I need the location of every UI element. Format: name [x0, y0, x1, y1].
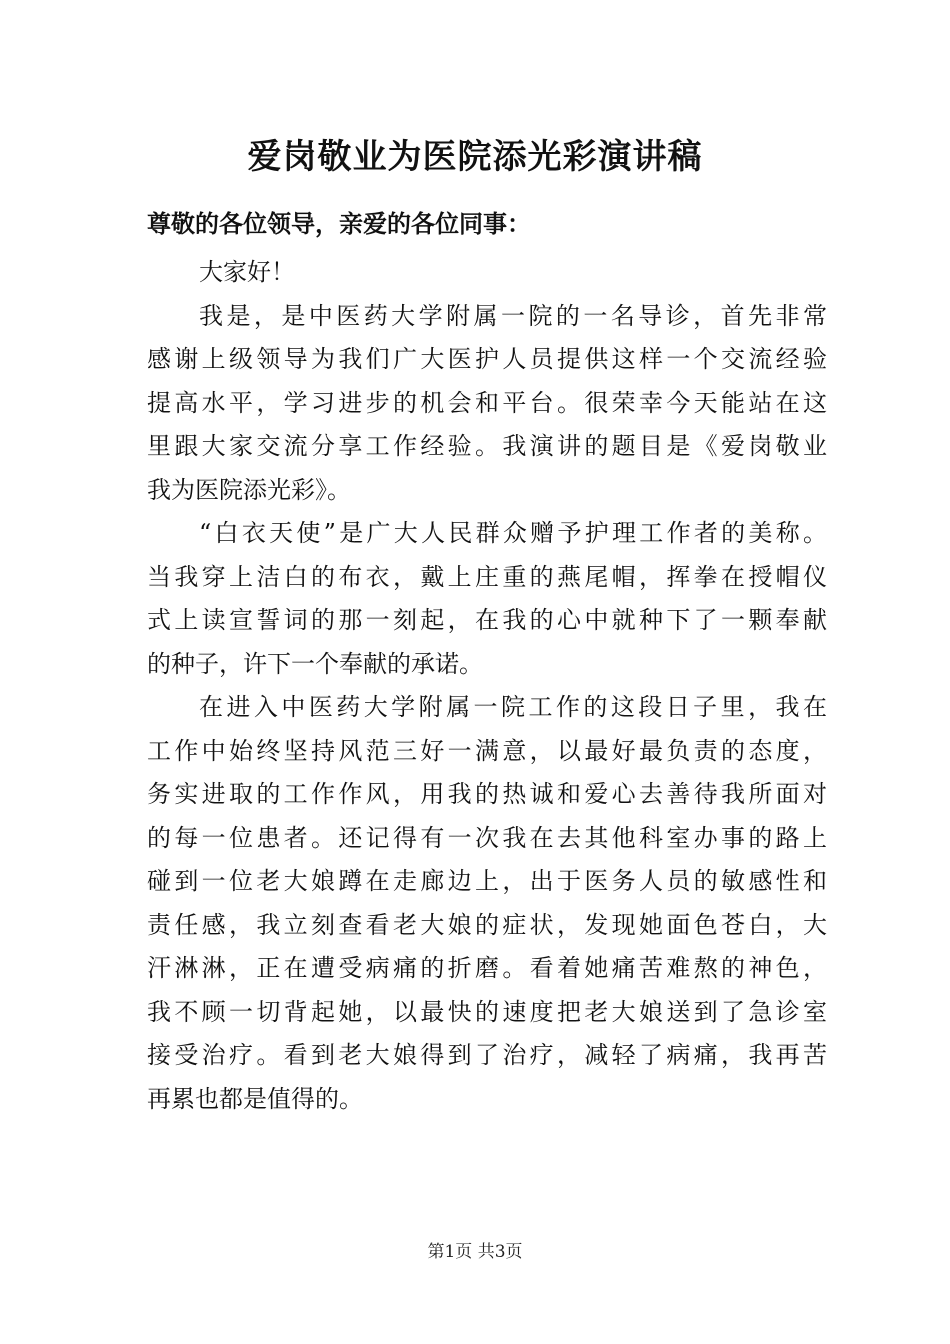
paragraph-line: “白衣天使”是广大人民群众赠予护理工作者的美称。: [199, 519, 827, 547]
paragraph-line: 大家好！: [199, 258, 295, 286]
paragraph-line: 我为医院添光彩》。: [147, 475, 351, 504]
paragraph-line: 式上读宣誓词的那一刻起，在我的心中就种下了一颗奉献: [147, 606, 827, 634]
paragraph: [147, 295, 827, 513]
paragraph-line: 感谢上级领导为我们广大医护人员提供这样一个交流经验: [147, 345, 827, 373]
paragraph-line: 我不顾一切背起她，以最快的速度把老大娘送到了急诊室: [147, 997, 827, 1026]
paragraph-line: 接受治疗。看到老大娘得到了治疗，减轻了病痛，我再苦: [147, 1041, 827, 1069]
paragraph-line: 的种子，许下一个奉献的承诺。: [147, 649, 483, 678]
paragraph-line: 当我穿上洁白的布衣，戴上庄重的燕尾帽，挥拳在授帽仪: [147, 562, 827, 591]
paragraph: [147, 251, 827, 295]
paragraph-line: 提高水平，学习进步的机会和平台。很荣幸今天能站在这: [147, 388, 827, 417]
paragraph: [147, 512, 827, 686]
paragraph-line: 的每一位患者。还记得有一次我在去其他科室办事的路上: [147, 823, 827, 852]
paragraph-line: 责任感，我立刻查看老大娘的症状，发现她面色苍白，大: [147, 910, 827, 939]
paragraph-line: 碰到一位老大娘蹲在走廊边上，出于医务人员的敏感性和: [147, 867, 827, 895]
paragraph-line: 务实进取的工作作风，用我的热诚和爱心去善待我所面对: [147, 780, 827, 808]
paragraph: [147, 686, 827, 1121]
paragraph-line: 再累也都是值得的。: [147, 1084, 363, 1113]
document-title: 爱岗敬业为医院添光彩演讲稿: [247, 137, 703, 177]
paragraph-line: 工作中始终坚持风范三好一满意，以最好最负责的态度，: [147, 736, 827, 765]
salutation: 尊敬的各位领导，亲爱的各位同事：: [147, 209, 531, 238]
page-number-footer: 第1页 共3页: [427, 1242, 523, 1262]
paragraph-line: 在进入中医药大学附属一院工作的这段日子里，我在: [199, 693, 827, 721]
paragraph-line: 里跟大家交流分享工作经验。我演讲的题目是《爱岗敬业: [147, 432, 827, 460]
paragraph-line: 汗淋淋，正在遭受病痛的折磨。看着她痛苦难熬的神色，: [147, 954, 827, 982]
paragraph-line: 我是，是中医药大学附属一院的一名导诊，首先非常: [199, 301, 827, 330]
document-body: [147, 251, 827, 1121]
